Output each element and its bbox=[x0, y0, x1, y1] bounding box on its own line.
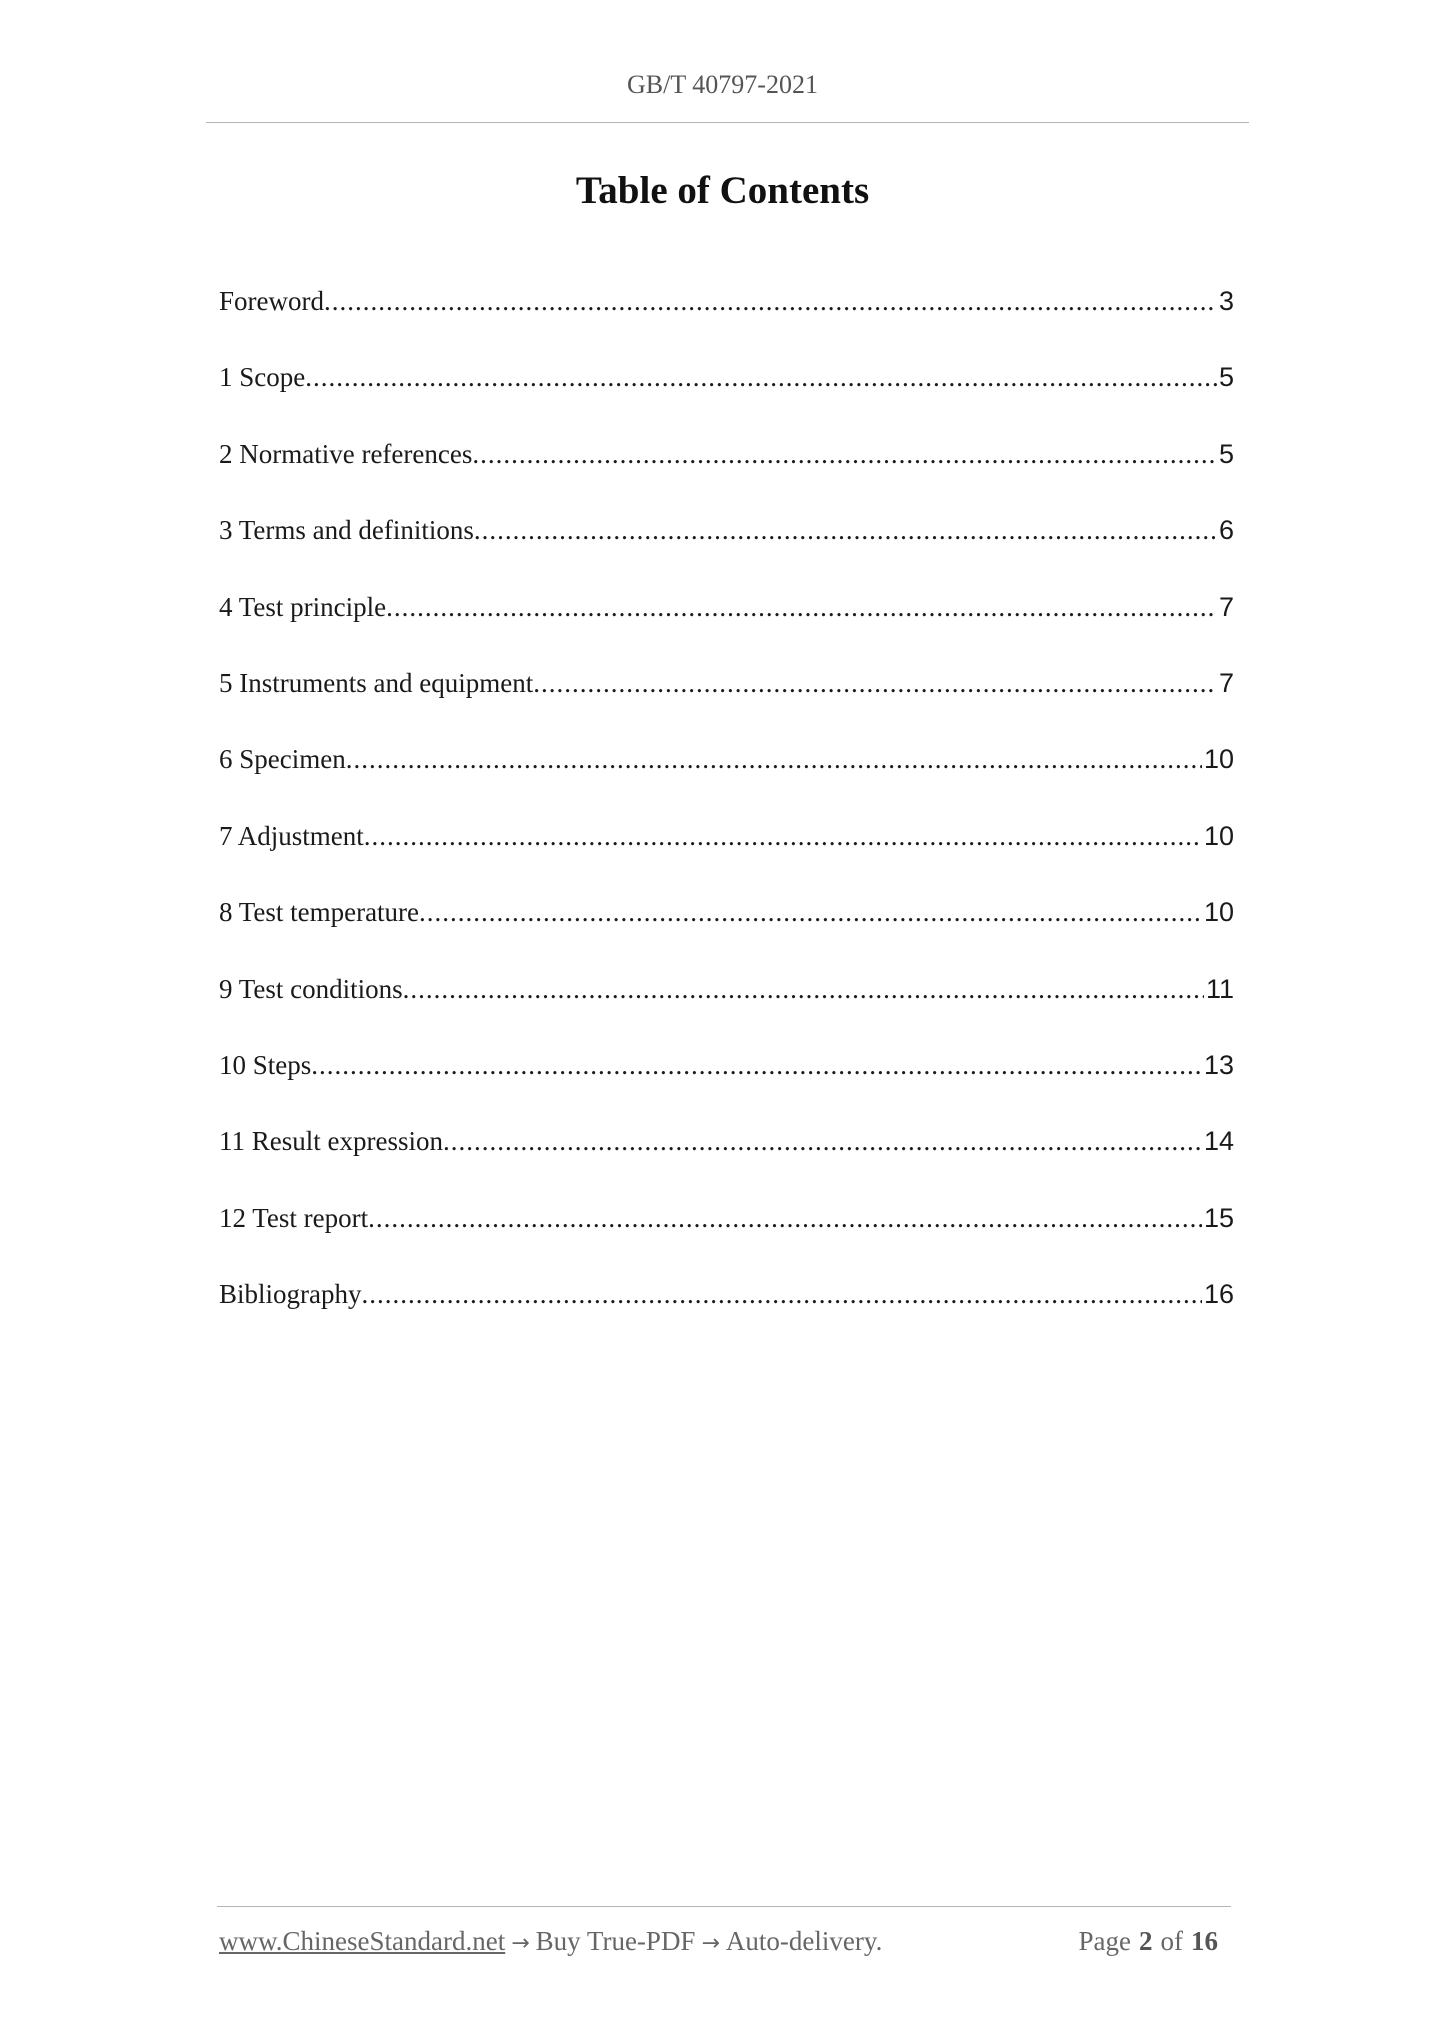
toc-entry-label: 3 Terms and definitions bbox=[219, 515, 474, 546]
header-divider bbox=[206, 122, 1249, 123]
toc-leader-dots bbox=[362, 1279, 1202, 1310]
page-footer bbox=[219, 1926, 1226, 1957]
toc-leader-dots bbox=[346, 744, 1202, 775]
toc-entry-label: 6 Specimen bbox=[219, 744, 346, 775]
toc-entry-page: 16 bbox=[1203, 1279, 1234, 1310]
footer-step-delivery: Auto-delivery. bbox=[725, 1926, 883, 1956]
toc-leader-dots bbox=[386, 592, 1217, 623]
toc-entry-page: 5 bbox=[1218, 362, 1234, 393]
toc-entry-steps[interactable] bbox=[219, 1050, 1234, 1126]
toc-entry-label: 5 Instruments and equipment bbox=[219, 667, 534, 698]
toc-leader-dots bbox=[364, 821, 1202, 852]
toc-entry-label: 10 Steps bbox=[219, 1049, 312, 1080]
toc-entry-page: 5 bbox=[1218, 438, 1234, 469]
right-arrow-icon: → bbox=[511, 1931, 530, 1956]
toc-entry-result-expression[interactable] bbox=[219, 1126, 1234, 1202]
site-link[interactable]: www.ChineseStandard.net bbox=[219, 1926, 506, 1956]
toc-entry-label: 11 Result expression bbox=[219, 1126, 443, 1157]
toc-list bbox=[219, 286, 1234, 1355]
toc-entry-label: 7 Adjustment bbox=[219, 820, 364, 851]
toc-entry-page: 13 bbox=[1203, 1049, 1234, 1080]
toc-entry-label: 2 Normative references bbox=[219, 438, 473, 469]
toc-entry-label: Foreword bbox=[219, 286, 324, 316]
footer-step-buy: Buy True-PDF bbox=[535, 1926, 696, 1956]
toc-entry-page: 7 bbox=[1218, 667, 1234, 698]
toc-entry-bibliography[interactable] bbox=[219, 1279, 1234, 1355]
toc-entry-adjustment[interactable] bbox=[219, 821, 1234, 897]
toc-entry-page: 15 bbox=[1203, 1202, 1234, 1233]
toc-entry-test-temperature[interactable] bbox=[219, 897, 1234, 973]
toc-entry-instruments-equipment[interactable] bbox=[219, 668, 1234, 744]
page-word: Page bbox=[1078, 1926, 1131, 1956]
toc-leader-dots bbox=[419, 897, 1202, 928]
toc-leader-dots bbox=[443, 1126, 1202, 1157]
toc-entry-foreword[interactable] bbox=[219, 286, 1234, 362]
toc-entry-specimen[interactable] bbox=[219, 744, 1234, 820]
footer-promo bbox=[219, 1926, 882, 1957]
running-header: GB/T 40797-2021 bbox=[627, 70, 818, 99]
current-page: 2 bbox=[1139, 1926, 1153, 1956]
toc-entry-terms-definitions[interactable] bbox=[219, 515, 1234, 591]
toc-entry-test-principle[interactable] bbox=[219, 592, 1234, 668]
toc-entry-label: 9 Test conditions bbox=[219, 973, 403, 1004]
toc-entry-page: 3 bbox=[1218, 286, 1234, 316]
toc-leader-dots bbox=[403, 974, 1204, 1005]
toc-leader-dots bbox=[311, 1050, 1202, 1081]
page-title: Table of Contents bbox=[575, 169, 870, 212]
toc-entry-normative-references[interactable] bbox=[219, 439, 1234, 515]
toc-entry-page: 10 bbox=[1203, 744, 1234, 775]
of-word: of bbox=[1160, 1926, 1183, 1956]
toc-entry-label: 4 Test principle bbox=[219, 591, 387, 622]
right-arrow-icon: → bbox=[701, 1931, 720, 1956]
toc-entry-page: 11 bbox=[1205, 973, 1234, 1004]
toc-entry-page: 7 bbox=[1218, 591, 1234, 622]
toc-entry-page: 6 bbox=[1218, 515, 1234, 546]
toc-entry-page: 10 bbox=[1203, 820, 1234, 851]
toc-leader-dots bbox=[472, 439, 1217, 470]
toc-entry-page: 10 bbox=[1203, 897, 1234, 928]
toc-entry-page: 14 bbox=[1203, 1126, 1234, 1157]
toc-entry-label: 8 Test temperature bbox=[219, 897, 420, 928]
toc-entry-label: Bibliography bbox=[219, 1279, 362, 1310]
toc-entry-test-conditions[interactable] bbox=[219, 974, 1234, 1050]
footer-divider bbox=[217, 1906, 1231, 1907]
toc-entry-label: 12 Test report bbox=[219, 1202, 369, 1233]
toc-leader-dots bbox=[305, 362, 1217, 393]
total-pages: 16 bbox=[1191, 1926, 1218, 1956]
toc-leader-dots bbox=[533, 668, 1217, 699]
toc-entry-label: 1 Scope bbox=[219, 362, 306, 393]
toc-leader-dots bbox=[368, 1203, 1202, 1234]
toc-entry-scope[interactable] bbox=[219, 362, 1234, 438]
page-number bbox=[1079, 1926, 1226, 1957]
toc-leader-dots bbox=[324, 286, 1217, 317]
toc-entry-test-report[interactable] bbox=[219, 1203, 1234, 1279]
toc-leader-dots bbox=[474, 515, 1217, 546]
